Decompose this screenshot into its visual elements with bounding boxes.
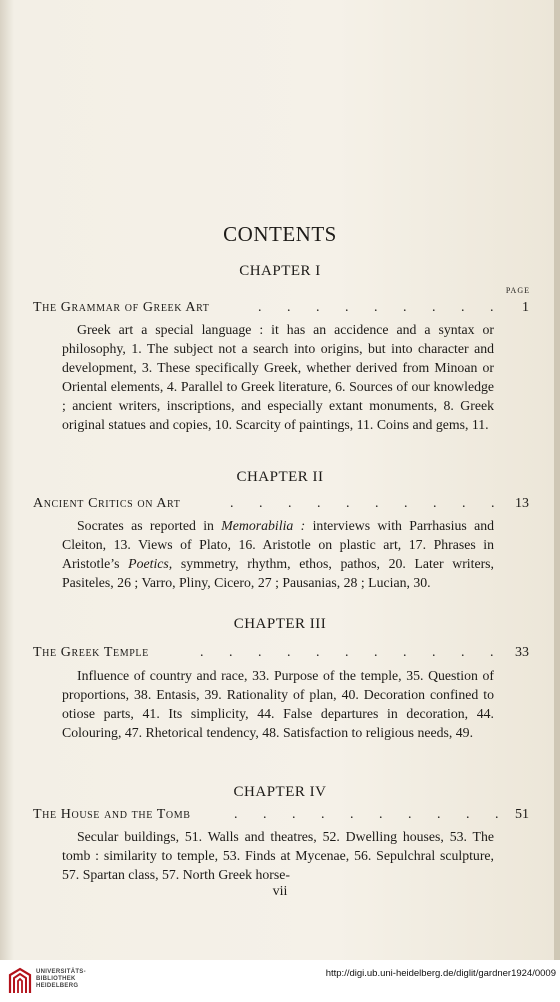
contents-title: CONTENTS xyxy=(223,222,337,246)
toc-entry-title: The Greek Temple xyxy=(33,645,149,660)
chapter-summary: Influence of country and race, 33. Purpose of the temple, 35. Question of proportions, 38. Entasis, 39. Rationality of plan, 40. Decoration confined to otiose parts, 41. Its simplicity, 44. False departures in decoration, 44. Colouring, 47. Rhetorical tendency, 48. Satisfaction to religious needs, 49. xyxy=(62,668,494,740)
summary-text: interviews with Parrhasius and Cleiton, 13. Views of Plato, 16. Aristotle on plastic art, 17. Phrases in Aristotle’s xyxy=(62,518,495,571)
page-folio: vii xyxy=(272,884,288,899)
chapter-summary: Secular buildings, 51. Walls and theatres, 52. Dwelling houses, 53. The tomb : similarity to temple, 53. Finds at Mycenae, 56. Sepulchral sculpture, 57. Spartan class, 57. North Greek horse- xyxy=(62,829,494,882)
work-title: Memorabilia : xyxy=(221,518,306,533)
chapter-summary: Greek art a special language : it has an accidence and a syntax or philosophy, 1. The subject not a search into origins, but into character and development, 3. These specifically Greek, whether derived from Minoan or Oriental elements, 4. Parallel to Greek literature, 6. Sources of our knowledge ; ancient writers, inscriptions, and especially extant monuments, 8. Greek original statues and copies, 10. Scarcity of paintings, 11. Coins and gems, 11. xyxy=(62,322,494,432)
toc-entry-title: The House and the Tomb xyxy=(33,807,191,822)
viewer-footer xyxy=(0,960,560,1002)
library-name-line: HEIDELBERG xyxy=(36,983,79,989)
toc-entry-page: 1 xyxy=(522,300,529,315)
leader-dots: . . . . . . . . . xyxy=(258,300,505,315)
toc-entry[interactable] xyxy=(33,300,529,320)
summary-text: Socrates as reported in xyxy=(77,518,222,533)
toc-entry-title: The Grammar of Greek Art xyxy=(33,300,210,315)
university-library-logo-icon xyxy=(8,967,32,995)
summary-text: symmetry, rhythm, ethos, pathos, 20. Later writers, Pasiteles, 26 ; Varro, Pliny, Cicero, 27 ; Pausanias, 28 ; Lucian, 30. xyxy=(62,556,495,590)
chapter-heading: CHAPTER III xyxy=(233,616,327,632)
chapter-heading: CHAPTER I xyxy=(239,263,321,279)
toc-entry-page: 13 xyxy=(515,496,529,511)
toc-entry-page: 33 xyxy=(515,645,529,660)
permalink-url[interactable]: http://digi.ub.uni-heidelberg.de/diglit/gardner1924/0009 xyxy=(325,968,556,979)
leader-dots: . . . . . . . . . . . xyxy=(200,645,505,660)
toc-entry[interactable] xyxy=(33,645,529,665)
toc-entry-page: 51 xyxy=(515,807,529,822)
chapter-heading: CHAPTER II xyxy=(236,469,324,485)
library-name-line: BIBLIOTHEK xyxy=(36,976,76,982)
chapter-summary xyxy=(62,516,494,592)
library-name-line: UNIVERSITÄTS- xyxy=(36,969,86,975)
page-column-label: PAGE xyxy=(505,286,530,295)
chapter-heading: CHAPTER IV xyxy=(233,784,327,800)
library-name xyxy=(36,969,86,990)
toc-entry[interactable] xyxy=(33,496,529,516)
toc-entry[interactable] xyxy=(33,807,529,827)
toc-entry-title: Ancient Critics on Art xyxy=(33,496,181,511)
leader-dots: . . . . . . . . . . xyxy=(230,496,506,511)
work-title: Poetics, xyxy=(128,556,173,571)
leader-dots: . . . . . . . . . . xyxy=(234,807,510,822)
